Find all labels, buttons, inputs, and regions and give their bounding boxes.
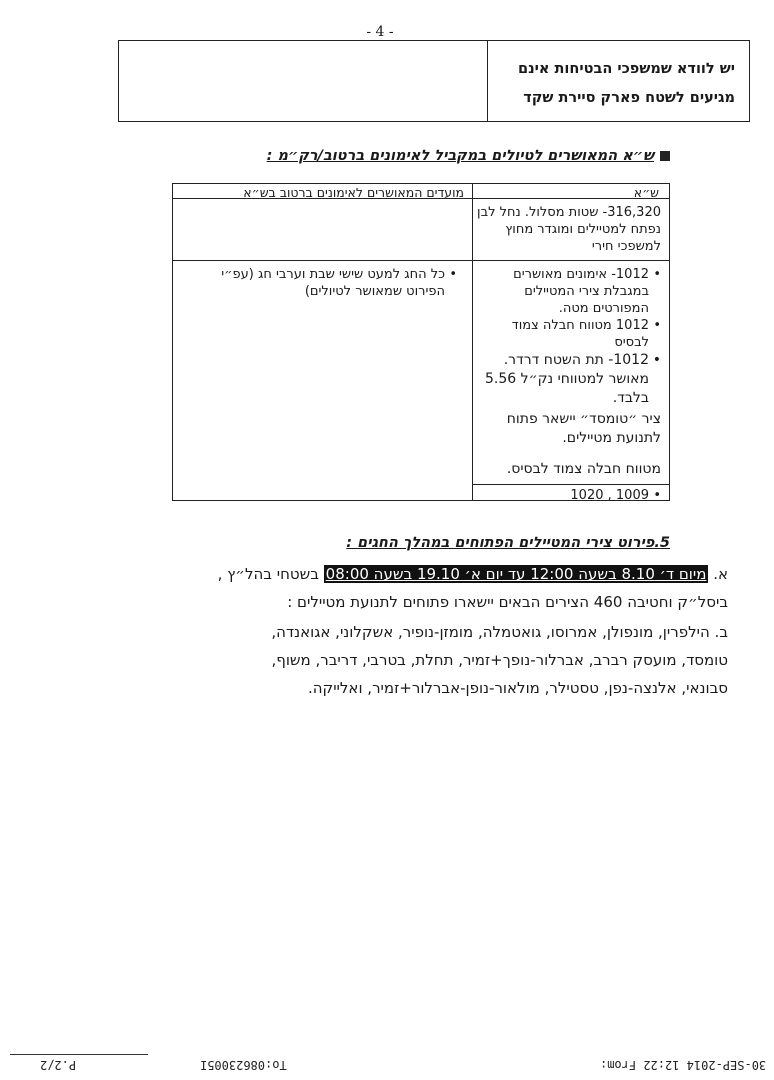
- row1-area: 316,320- שטות מסלול. נחל לבן נפתח למטיילים ומוגדר מחוץ למשפכי חירי: [477, 205, 661, 254]
- item-a-letter: א.: [713, 565, 728, 583]
- section-5-number: 5.: [654, 535, 670, 551]
- top-table: [118, 40, 750, 122]
- item-a-text-2: ביסל״ק וחטיבה 460 הצירים הבאים יישארו פתוחים לתנועת מטיילים :: [287, 593, 728, 611]
- row2-dates-bullet: • כל החג למעט שישי שבת וערבי חג (עפ״י הפירוט שמאושר לטיולים): [187, 266, 457, 300]
- section-heading: [267, 148, 670, 164]
- item-a: [48, 560, 728, 616]
- row3-area: [476, 487, 661, 504]
- fax-footer-to: To:08623005I: [200, 1058, 287, 1072]
- row2-note-1: ציר ״טומסד״ יישאר פתוח לתנועת מטיילים.: [506, 411, 661, 446]
- header-dates: מועדים המאושרים לאימונים ברטוב בש״א: [243, 185, 464, 200]
- row2-note-2: מטווח חבלה צמוד לבסיס.: [506, 461, 661, 477]
- row2-bullet-3: • 1012- תת השטח דרדר. מאושר למטווחי נק״ל 5.56 בלבד.: [476, 351, 661, 408]
- footer-rule: [10, 1054, 148, 1055]
- page-number: - 4 -: [366, 24, 394, 40]
- fax-footer: [0, 1058, 774, 1078]
- section-5-title: פירוט צירי המטיילים הפתוחים במהלך החגים :: [346, 535, 655, 551]
- header-area: ש״א: [633, 185, 659, 200]
- item-b-letter: ב.: [714, 623, 728, 641]
- section-5-heading: [346, 535, 670, 551]
- item-b-line-3: סבונאי, אלנצה-נפן, טסטילר, מולאור-נופן-אברלור+זמיר, ואלייקה.: [307, 679, 728, 697]
- item-a-highlight: מיום ד׳ 8.10 בשעה 12:00 עד יום א׳ 19.10 בשעה 08:00: [325, 565, 707, 583]
- fax-footer-date: 30-SEP-2014 12:22 From:: [600, 1058, 767, 1072]
- section-heading-text: ש״א המאושרים לטיולים במקביל לאימונים ברטוב/רק״מ :: [266, 148, 654, 164]
- top-table-left-cell: [119, 41, 487, 121]
- fax-footer-page: P.2/2: [40, 1058, 77, 1072]
- item-b-line-1: הילפרין, מונפולן, אמרוסו, גואטמלה, מומזן-נופיר, אשקלוני, אגואנדה,: [271, 623, 710, 641]
- square-bullet-icon: [660, 151, 670, 161]
- top-table-right-cell: [487, 41, 749, 121]
- top-table-line-2: מגיעים לשטח פארק סיירת שקד: [523, 90, 735, 106]
- row2-bullet-1: • 1012- אימונים מאושרים במגבלת צירי המטיילים המפורטים מטה.: [476, 266, 661, 317]
- item-a-text-1: בשטחי בהל״ץ ,: [217, 565, 324, 583]
- main-table: [172, 183, 670, 501]
- row3-bullet: • 1009 , 1020: [476, 487, 661, 504]
- top-table-line-1: יש לוודא שמשפכי הבטיחות אינם: [517, 61, 735, 77]
- row2-dates: [187, 266, 457, 300]
- item-b-line-2: טומסד, מועסק רברב, אברלור-נופך+זמיר, תחלת, בטרבי, דריבר, משוף,: [271, 651, 728, 669]
- item-b: [48, 618, 728, 702]
- row2-area: [476, 266, 661, 479]
- row2-bullet-2: • 1012 מטווח חבלה צמוד לבסיס: [476, 317, 661, 351]
